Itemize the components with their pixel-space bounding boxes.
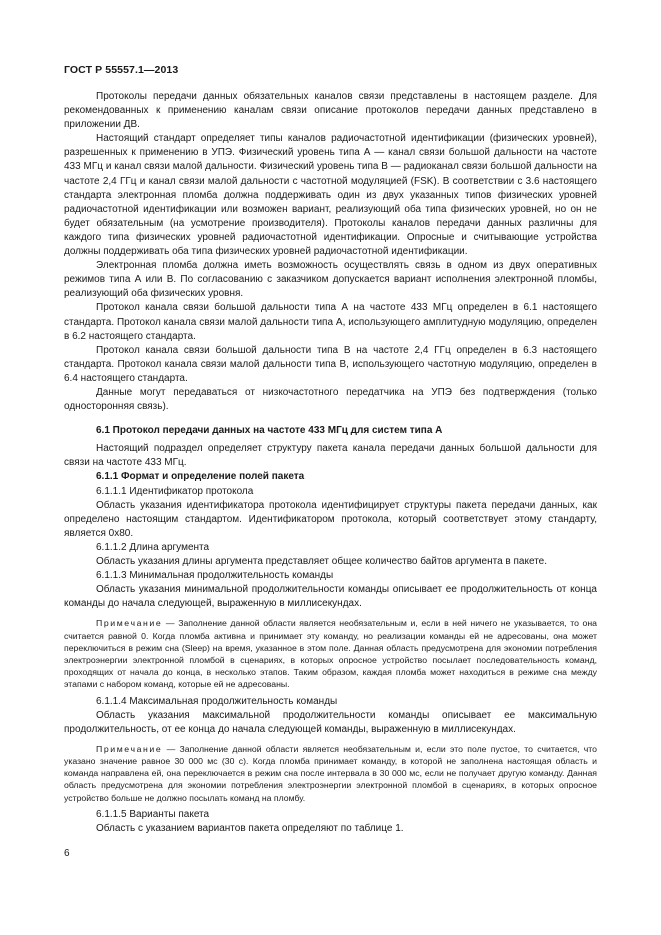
paragraph: Электронная пломба должна иметь возможность осуществлять связь в одном из двух оперативных режимов типа А или В. По согласованию с заказчиком допускается вариант исполнения электронной пломбы, реализующий оба физических уровня.: [64, 260, 597, 300]
note-label: Примечание: [96, 743, 163, 754]
paragraph: Протоколы передачи данных обязательных каналов связи представлены в настоящем разделе. Для рекомендованных к применению каналам связи описание протоколов передачи данных представлено в приложении ДВ.: [64, 91, 597, 131]
section-heading: 6.1 Протокол передачи данных на частоте 433 МГц для систем типа А: [96, 425, 443, 437]
paragraph: Область с указанием вариантов пакета определяют по таблице 1.: [96, 822, 404, 834]
paragraph: Протокол канала связи большой дальности типа А на частоте 433 МГц определен в 6.1 настоящего стандарта. Протокол канала связи малой дальности типа А, использующего амплитудную модуляцию, определен в 6.2 настоящего стандарта.: [64, 302, 597, 342]
paragraph: Данные могут передаваться от низкочастотного передатчика на УПЭ без подтверждения (только односторонняя связь).: [64, 386, 597, 413]
note-text: — Заполнение данной области является необязательным и, если это поле пустое, то считается, что указано значение равное 30 000 мс (30 с). Когда пломба принимает команду, в которой не заполнена настоящая область и команда направлена ей, она переключается в режим сна после интервала в 30 000 мс, если не получает другую команду. Данная область предусмотрена для экономии потребления электроэнергии электронной пломбой в сценариях, в которых опросное устройство больше не должно посылать команд на пломбу.: [64, 743, 597, 803]
note: [64, 743, 597, 804]
paragraph: Область указания максимальной продолжительности команды описывает ее максимальную продолжительность, от ее конца до начала следующей команды, выраженную в миллисекундах.: [64, 709, 597, 735]
note: [64, 617, 597, 690]
subsection-heading: 6.1.1 Формат и определение полей пакета: [96, 471, 305, 483]
paragraph: Область указания идентификатора протокола идентифицирует структуры пакета передачи данных, как определено настоящим стандартом. Идентификатором протокола, который соответствует этому стандарту, является 0х80.: [64, 499, 597, 539]
paragraph: Область указания длины аргумента представляет общее количество байтов аргумента в пакете.: [96, 556, 548, 567]
page-number: 6: [64, 848, 70, 859]
document-header: ГОСТ Р 55557.1—2013: [64, 64, 179, 76]
clause-heading: 6.1.1.3 Минимальная продолжительность команды: [96, 570, 334, 582]
paragraph: Настоящий подраздел определяет структуру пакета канала передачи данных большой дальности для связи на частоте 433 МГц.: [64, 443, 597, 469]
document-body: [64, 90, 597, 836]
clause-heading: 6.1.1.1 Идентификатор протокола: [96, 485, 254, 497]
clause-heading: 6.1.1.4 Максимальная продолжительность команды: [96, 695, 338, 707]
clause-heading: 6.1.1.2 Длина аргумента: [96, 541, 210, 553]
note-label: Примечание: [96, 618, 163, 629]
paragraph: Протокол канала связи большой дальности типа В на частоте 2,4 ГГц определен в 6.3 настоящего стандарта. Протокол канала связи малой дальности типа В, использующего частотную модуляцию, определен в 6.4 настоящего стандарта.: [64, 344, 597, 384]
paragraph: Область указания минимальной продолжительности команды описывает ее продолжительность от конца команды до начала следующей, выраженную в миллисекундах.: [64, 584, 597, 610]
note-text: — Заполнение данной области является необязательным и, если в ней ничего не указывается, то она считается равной 0. Когда пломба активна и принимает эту команду, но реализации команды ей не адресованы, она может переключиться в режим сна (Sleep) на время, указанное в этом поле. Данная область предусмотрена для экономии потребления электроэнергии электронной пломбой в сценариях, в которых опросное устройство посылает последовательность команд, проходящих от начала до конца, в несколько этапов. Таким образом, каждая пломба может находиться в режиме сна между этапами с набором команд, которые ей не адресованы.: [64, 618, 597, 690]
paragraph: Настоящий стандарт определяет типы каналов радиочастотной идентификации (физических уровней), разрешенных к применению в УПЭ. Физический уровень типа А — канал связи большой дальности на частоте 433 МГц и канал связи малой дальности. Физический уровень типа В — радиоканал связи большой дальности на частоте 2,4 ГГц и канал связи малой дальности с частотной модуляцией (FSK). В соответствии с 3.6 настоящего стандарта электронная пломба должна поддерживать один из двух указанных типов физических уровней радиочастотной идентификации или возможен вариант, реализующий оба типа физических уровней, но он не будет обязательным (на усмотрение производителя). Протоколы каналов передачи данных различны для каждого типа физических уровней радиочастотной идентификации. Опросные и считывающие устройства должны поддерживать оба типа физических уровней радиочастотной идентификации.: [64, 133, 597, 258]
clause-heading: 6.1.1.5 Варианты пакета: [96, 808, 210, 820]
